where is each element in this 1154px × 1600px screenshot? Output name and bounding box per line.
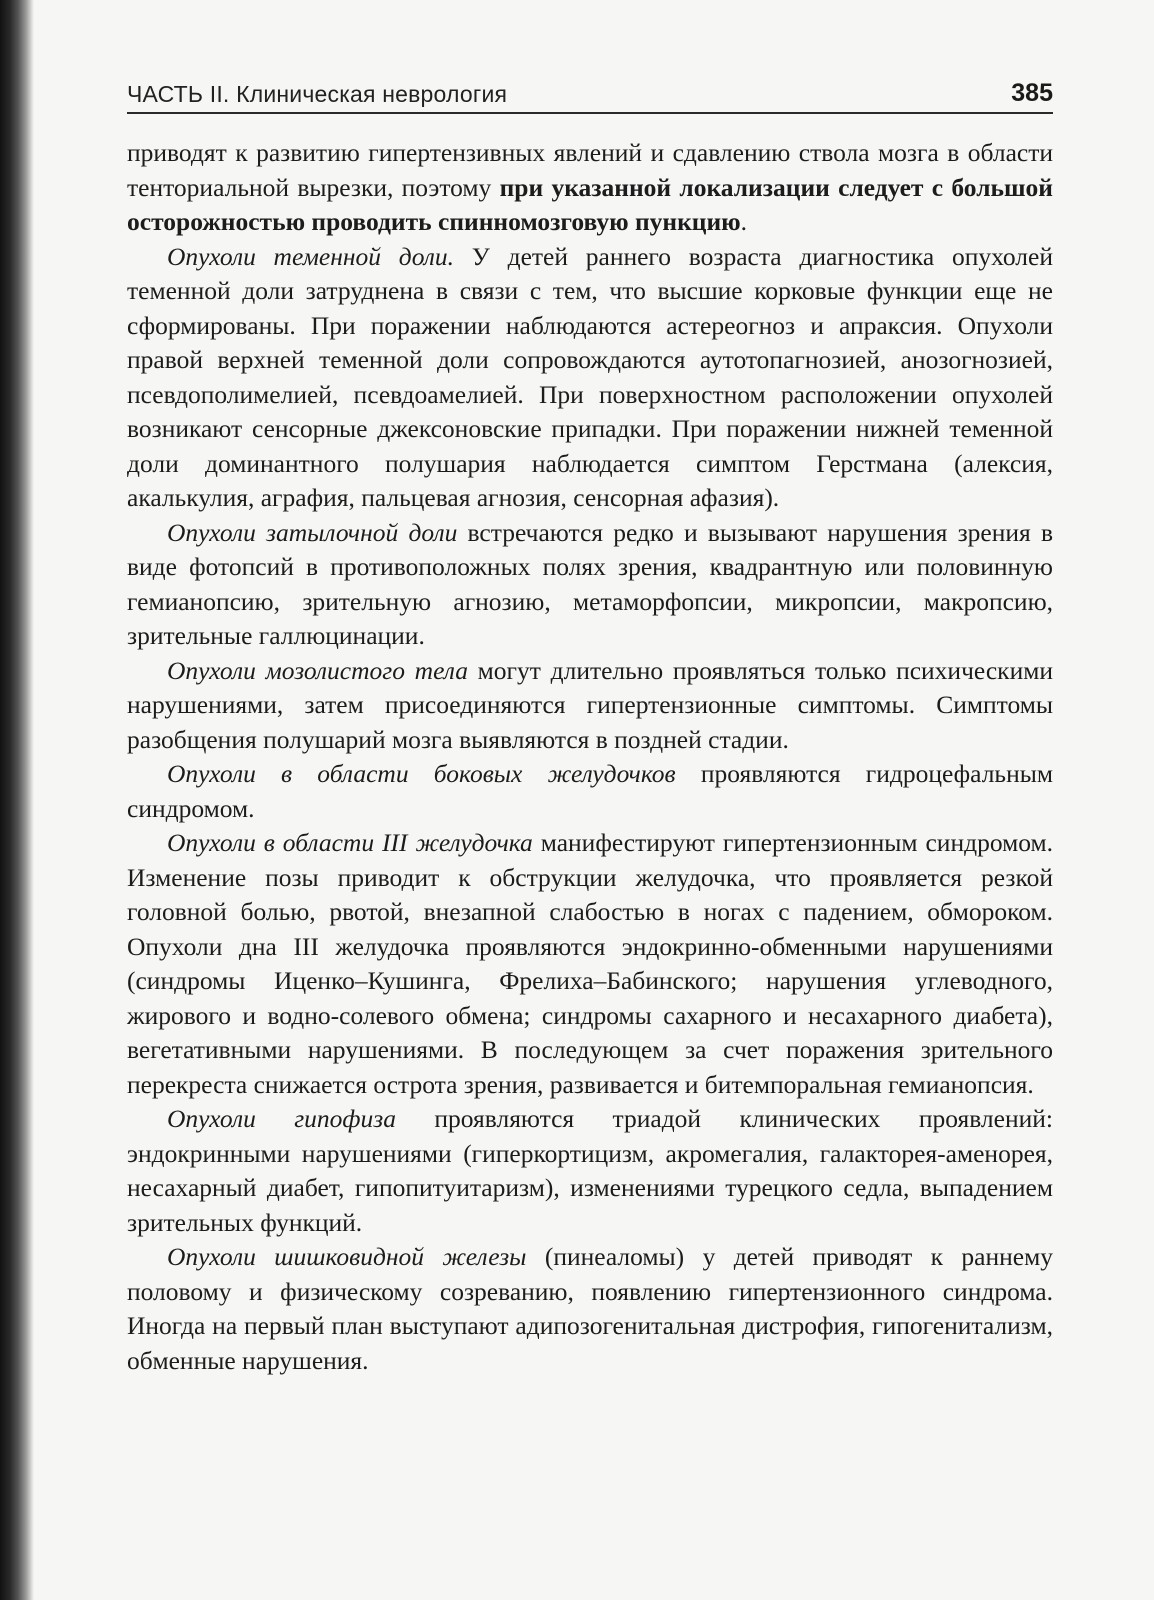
paragraph-third-ventricle <box>127 826 1053 1102</box>
paragraph-lead: Опухоли в области III желудочка <box>167 828 533 857</box>
paragraph-lateral-ventricles <box>127 757 1053 826</box>
paragraph-corpus-callosum <box>127 654 1053 758</box>
paragraph-text: приводят к развитию гипертензивных явлений и сдавлению ствола мозга в области тенториальной вырезки, поэтому <box>127 138 1053 202</box>
paragraph-text: проявляются триадой клинических проявлений: эндокринными нарушениями (гиперкортицизм, акромегалия, галакторея-аменорея, несахарный диабет, гипопитуитаризм), изменениями турецкого седла, выпадением зрительных функций. <box>127 1104 1053 1237</box>
paragraph-parietal-lobe <box>127 240 1053 516</box>
paragraph-text: проявляются гидроцефальным синдромом. <box>127 759 1053 823</box>
page-body <box>127 136 1053 1378</box>
page-number: 385 <box>1011 79 1053 107</box>
header-title: ЧАСТЬ II. Клиническая неврология <box>127 81 508 107</box>
paragraph-lead: Опухоли гипофиза <box>167 1104 396 1133</box>
paragraph-text: (пинеаломы) у детей приводят к раннему половому и физическому созреванию, появлению гипертензионного синдрома. Иногда на первый план выступают адипозогенитальная дистрофия, гипогенитализм, обменные нарушения. <box>127 1242 1053 1375</box>
paragraph-occipital-lobe <box>127 516 1053 654</box>
paragraph-text: встречаются редко и вызывают нарушения зрения в виде фотопсий в противоположных полях зрения, квадрантную или половинную гемианопсию, зрительную агнозию, метаморфопсии, микропсии, макропсию, зрительные галлюцинации. <box>127 517 1053 650</box>
paragraph-lead: Опухоли шишковидной железы <box>167 1242 527 1271</box>
paragraph-continuation <box>127 136 1053 240</box>
scan-binding-shadow <box>0 0 34 1600</box>
paragraph-lead: Опухоли затылочной доли <box>167 517 458 547</box>
paragraph-tail: . <box>740 207 748 236</box>
paragraph-text: могут длительно проявляться только психическими нарушениями, затем присоединяются гипертензионные симптомы. Симптомы разобщения полушарий мозга выявляются в поздней стадии. <box>127 655 1053 754</box>
paragraph-text: манифестируют гипертензионным синдромом. Изменение позы приводит к обструкции желудочка, что проявляется резкой головной болью, рвотой, внезапной слабостью в ногах с падением, обмороком. Опухоли дна III желудочка проявляются эндокринно-обменными нарушениями (синдромы Иценко–Кушинга, Фрелиха–Бабинского; нарушения углеводного, жирового и водно-солевого обмена; синдромы сахарного и несахарного диабета), вегетативными нарушениями. В последующем за счет поражения зрительного перекреста снижается острота зрения, развивается и битемпоральная гемианопсия. <box>127 828 1053 1099</box>
running-header <box>127 78 1053 114</box>
paragraph-lead: Опухоли в области боковых желудочков <box>167 759 676 788</box>
paragraph-pineal-gland <box>127 1240 1053 1378</box>
paragraph-bold-emphasis: при указанной локализации следует с большой осторожностью проводить спинномозговую пункцию <box>127 172 1053 236</box>
paragraph-lead: Опухоли мозолистого тела <box>167 655 468 685</box>
paragraph-pituitary <box>127 1102 1053 1240</box>
paragraph-lead: Опухоли теменной доли. <box>167 241 455 271</box>
paragraph-text: У детей раннего возраста диагностика опухолей теменной доли затруднена в связи с тем, что высшие корковые функции еще не сформированы. При поражении наблюдаются астереогноз и апраксия. Опухоли правой верхней теменной доли сопровождаются аутотопагнозией, анозогнозией, псевдополимелией, псевдоамелией. При поверхностном расположении опухолей возникают сенсорные джексоновские припадки. При поражении нижней теменной доли доминантного полушария наблюдается симптом Герстмана (алексия, акалькулия, аграфия, пальцевая агнозия, сенсорная афазия). <box>127 241 1053 512</box>
